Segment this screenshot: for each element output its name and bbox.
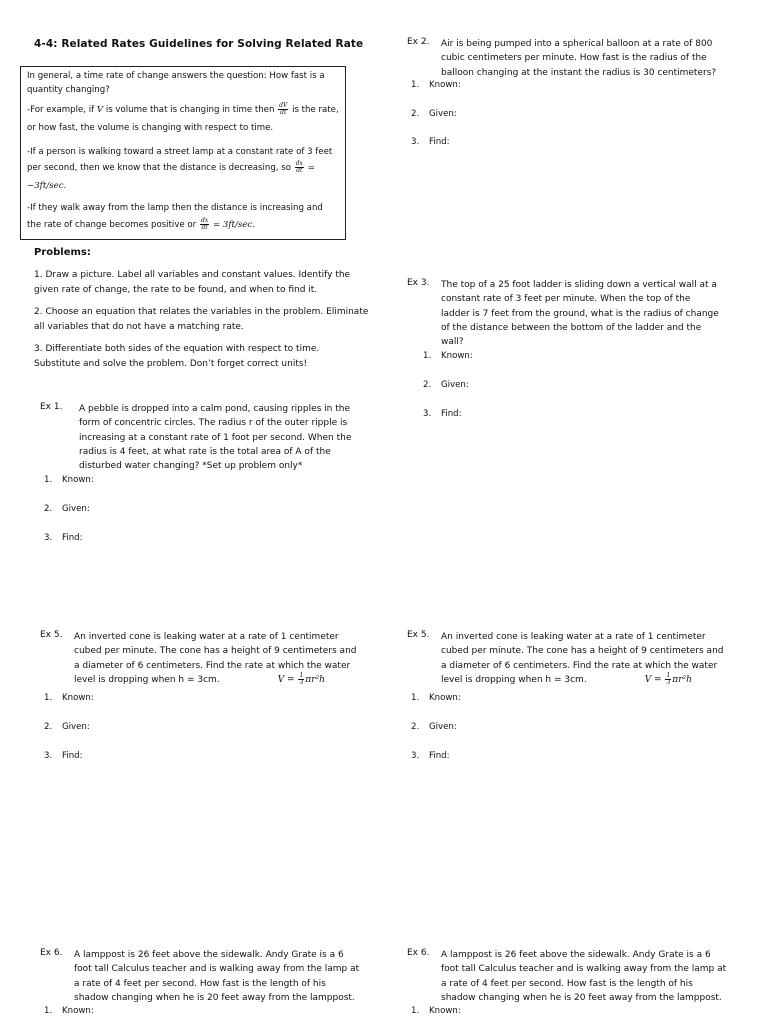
lamp-toward-line-1: -If a person is walking toward a street lamp at a constant rate of 3 feet — [27, 147, 333, 157]
ex3-known: 1. Known: — [423, 351, 473, 361]
ex2-text: Air is being pumped into a spherical balloon at a rate of 800 cubic centimeters per minute. How fast is the radius of the balloon changing at the instant the radius is 30 centimeters? — [441, 39, 717, 78]
ex2-find: 3. Find: — [411, 137, 450, 147]
ex5-right-text: An inverted cone is leaking water at a rate of 1 centimeter cubed per minute. The cone has a height of 9 centimeters and a diameter of 6 centimeters. Find the rate at which the water level is dropping when h = 3cm. V = $\frac{1}{3}$ πr²h — [441, 632, 724, 686]
cone-volume-formula: V = $\frac{1}{3}$ πr²h — [277, 671, 325, 686]
ex5-left-find: 3. Find: — [44, 751, 83, 761]
step-3: 3. Differentiate both sides of the equation with respect to time. Substitute and solve the problem. Don’t forget correct units! — [34, 344, 320, 369]
dv-dt-fraction: $\frac{dV}{dt}$ — [279, 102, 288, 116]
ex3-text: The top of a 25 foot ladder is sliding down a vertical wall at a constant rate of 3 feet per minute. When the top of the ladder is 7 feet from the ground, what is the radius of change of the distance between the bottom of the ladder and the wall? — [441, 280, 719, 348]
ex6-right-text: A lamppost is 26 feet above the sidewalk. Andy Grate is a 6 foot tall Calculus teacher and is walking away from the lamp at a rate of 4 feet per second. How fast is the length of his shadow changing when he is 20 feet away from the lamppost. — [441, 950, 727, 1003]
ex1-text: A pebble is dropped into a calm pond, causing ripples in the form of concentric circles. The radius r of the outer ripple is increasing at a constant rate of 1 foot per second. When the radius is 4 feet, at what rate is the total area of A of the disturbed water changing? *Set up problem only* — [79, 404, 352, 472]
volume-example-line-2: or how fast, the volume is changing with respect to time. — [27, 123, 274, 133]
ex6-left-text: A lamppost is 26 feet above the sidewalk. Andy Grate is a 6 foot tall Calculus teacher and is walking away from the lamp at a rate of 4 feet per second. How fast is the length of his shadow changing when he is 20 feet away from the lamppost. — [74, 950, 360, 1003]
ex6-left-label: Ex 6. — [40, 948, 63, 958]
ex6-left-known: 1. Known: — [44, 1006, 94, 1016]
volume-example-line — [27, 103, 341, 117]
ex3-given: 2. Given: — [423, 380, 469, 390]
lamp-away-line-2: the rate of change becomes positive or $\frac{dx}{dt}$ = 3ft/sec. — [27, 217, 255, 231]
intro-line-2: quantity changing? — [27, 85, 110, 95]
volume-variable: V — [96, 105, 104, 115]
dx-dt-fraction: $\frac{dx}{dt}$ — [295, 160, 303, 174]
ex6-right-label: Ex 6. — [407, 948, 430, 958]
ex1-find: 3. Find: — [44, 533, 83, 543]
dx-dt-fraction-2: $\frac{dx}{dt}$ — [200, 217, 209, 231]
intro-line-1: In general, a time rate of change answers the question: How fast is a — [27, 71, 325, 81]
volume-example-b: is volume that is changing in time then — [105, 105, 275, 115]
ex5-right-known: 1. Known: — [411, 693, 461, 703]
problems-heading: Problems: — [34, 247, 91, 258]
ex5-right-find: 3. Find: — [411, 751, 450, 761]
ex5-left-text: An inverted cone is leaking water at a rate of 1 centimeter cubed per minute. The cone has a height of 9 centimeters and a diameter of 6 centimeters. Find the rate at which the water level is dropping when h = 3cm. V = $\frac{1}{3}$ πr²h — [74, 632, 357, 686]
ex2-given: 2. Given: — [411, 109, 457, 119]
page-title: 4-4: Related Rates Guidelines for Solving Related Rate — [34, 38, 364, 50]
ex2-label: Ex 2. — [407, 37, 430, 47]
ex1-label: Ex 1. — [40, 402, 63, 412]
step-1: 1. Draw a picture. Label all variables and constant values. Identify the given rate of change, the rate to be found, and when to find it. — [34, 270, 351, 295]
step-2: 2. Choose an equation that relates the variables in the problem. Eliminate all variables that do not have a matching rate. — [34, 307, 369, 332]
ex5-right-given: 2. Given: — [411, 722, 457, 732]
ex5-right-label: Ex 5. — [407, 630, 430, 640]
ex3-label: Ex 3. — [407, 278, 430, 288]
ex1-given: 2. Given: — [44, 504, 90, 514]
intro-box — [20, 66, 346, 240]
volume-example-a: -For example, if — [27, 105, 95, 115]
lamp-away-line-1: -If they walk away from the lamp then the distance is increasing and — [27, 203, 323, 213]
ex5-left-given: 2. Given: — [44, 722, 90, 732]
ex3-find: 3. Find: — [423, 409, 462, 419]
lamp-toward-line-3: −3ft/sec. — [27, 181, 67, 191]
ex5-left-label: Ex 5. — [40, 630, 63, 640]
cone-volume-formula-right: V = $\frac{1}{3}$ πr²h — [644, 671, 692, 686]
ex1-known: 1. Known: — [44, 475, 94, 485]
ex2-known: 1. Known: — [411, 80, 461, 90]
lamp-toward-line-2: per second, then we know that the distance is decreasing, so $\frac{dx}{dt}$ = — [27, 160, 315, 174]
volume-example-c: is the rate, — [292, 105, 339, 115]
ex6-right-known: 1. Known: — [411, 1006, 461, 1016]
ex5-left-known: 1. Known: — [44, 693, 94, 703]
